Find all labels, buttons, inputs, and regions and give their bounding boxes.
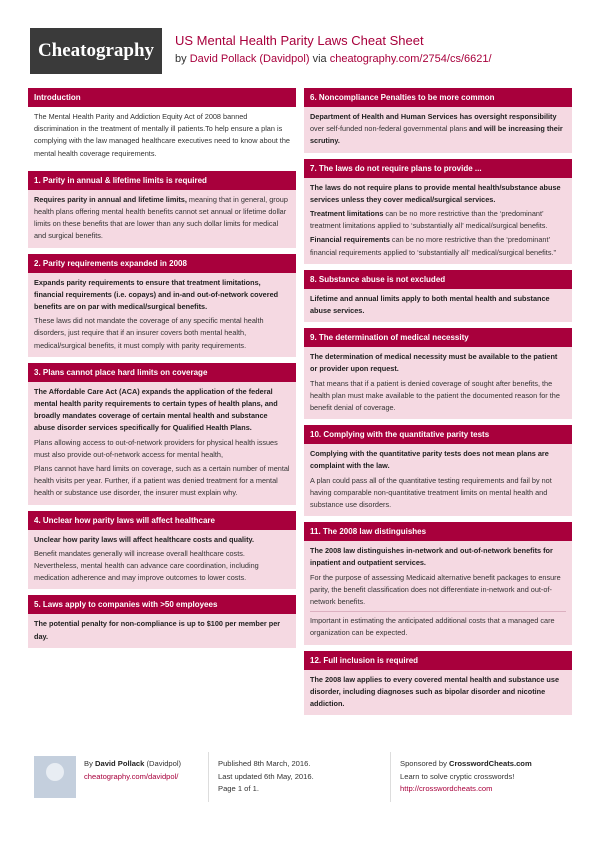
- byline: [175, 53, 492, 65]
- section-title: 7. The laws do not require plans to provide ...: [304, 159, 572, 178]
- section-row: [34, 193, 290, 244]
- section-row: [310, 233, 566, 259]
- section-row: [34, 314, 290, 353]
- section-title: 3. Plans cannot place hard limits on coverage: [28, 363, 296, 382]
- section-title: 12. Full inclusion is required: [304, 651, 572, 670]
- footer-dates: [218, 758, 314, 796]
- author-avatar: [34, 756, 76, 798]
- section-body: [28, 614, 296, 647]
- page-header: [0, 0, 600, 86]
- footer-sponsor: [400, 758, 532, 796]
- bold-text: The potential penalty for non-compliance is up to $100 per member per day.: [34, 619, 281, 641]
- section-body: [304, 107, 572, 153]
- section-title: 2. Parity requirements expanded in 2008: [28, 254, 296, 273]
- section-card: [28, 171, 296, 248]
- section-title: 4. Unclear how parity laws will affect healthcare: [28, 511, 296, 530]
- bold-text: Department of Health and Human Services has oversight responsibility: [310, 112, 557, 121]
- bold-text: The 2008 law applies to every covered mental health and substance use disorder, including diagnoses such as bipolar disorder and nicotine addiction.: [310, 674, 560, 709]
- section-card: [304, 159, 572, 264]
- section-row: [34, 462, 290, 501]
- section-body: [28, 273, 296, 357]
- section-card: [304, 522, 572, 644]
- body-text: can be no more restrictive than the ‘predominant’ financial requirements applied to ‘substantially all’ medical/surgical benefits.”: [310, 235, 556, 257]
- body-text: Important in estimating the anticipated additional costs that a managed care organization can be expected.: [310, 616, 555, 638]
- footer-author-link[interactable]: cheatography.com/davidpol/: [84, 771, 179, 781]
- section-body: [304, 541, 572, 644]
- section-body: [304, 178, 572, 264]
- bold-text: Unclear how parity laws will affect healthcare costs and quality.: [34, 534, 255, 544]
- section-title: 1. Parity in annual & lifetime limits is required: [28, 171, 296, 190]
- section-row: [34, 276, 290, 315]
- bold-text: The determination of medical necessity must be available to the patient or provider upon request.: [310, 352, 558, 374]
- sponsor-text: Learn to solve cryptic crosswords!: [400, 771, 515, 781]
- bold-text: Complying with the quantitative parity tests does not mean plans are complaint with the law.: [310, 449, 549, 471]
- bold-text: and will be increasing their scrutiny.: [310, 124, 563, 146]
- body-text: The Mental Health Parity and Addiction Equity Act of 2008 banned discrimination in the treatment of mentally ill patients.To help ensure a plan is complying with the law managed healthcare executives need to know about the mental health coverage requirements.: [34, 112, 290, 158]
- body-text: meaning that in general, group health plans offering mental health benefits cannot set annual or lifetime dollar limits on these benefits that are lower than any such dollar limits for medical and surgical benefits.: [34, 194, 288, 241]
- section-row: [310, 474, 566, 513]
- footer-author: [84, 758, 181, 783]
- section-card: [28, 511, 296, 590]
- body-text: A plan could pass all of the quantitative testing requirements and fail by not having comparable non-quantitative treatment limits on mental health and substance use disorders.: [310, 475, 552, 510]
- sponsor-prefix: Sponsored by: [400, 759, 449, 768]
- section-body: [28, 190, 296, 248]
- published-date: Published 8th March, 2016.: [218, 759, 311, 768]
- body-text: That means that if a patient is denied coverage of sought after benefits, the health plan must make available to the patient the documented reason for the benefit denial of coverage.: [310, 378, 560, 413]
- section-card: [28, 88, 296, 165]
- author-link[interactable]: David Pollack (Davidpol): [189, 53, 310, 65]
- section-row: [310, 571, 566, 610]
- section-row: [34, 547, 290, 586]
- section-title: 11. The 2008 law distinguishes: [304, 522, 572, 541]
- bold-text: The Affordable Care Act (ACA) expands the application of the federal mental health parity requirements to certain types of health plans, and broadly mandates coverage of certain mental health and substance abuse disorder services specifically for Qualified Health Plans.: [34, 386, 278, 433]
- section-row: [34, 385, 290, 436]
- page-footer: [28, 750, 572, 820]
- bold-text: Financial requirements: [310, 235, 390, 245]
- section-title: 5. Laws apply to companies with >50 employees: [28, 595, 296, 614]
- body-text: Plans allowing access to out-of-network providers for physical health issues must also provide out-of-network access for mental health,: [34, 437, 278, 459]
- footer-author-handle: (Davidpol): [144, 759, 182, 768]
- section-body: [28, 382, 296, 505]
- page-number: Page 1 of 1.: [218, 784, 259, 794]
- section-row: [34, 436, 290, 462]
- section-row: [310, 447, 566, 473]
- bold-text: Expands parity requirements to ensure that treatment limitations, financial requirements (i.e. copays) and in-and out-of-network covered benefits are on par with medical/surgical benefits.: [34, 277, 279, 312]
- right-column: [304, 88, 572, 721]
- body-text: Plans cannot have hard limits on coverage, such as a certain number of mental health visits per year. Further, if a patient was denied treatment for a mental health or substance use disorder, the insurer must explain why.: [34, 464, 290, 498]
- section-row: [310, 207, 566, 233]
- bold-text: The 2008 law distinguishes in-network and out-of-network benefits for inpatient and outpatient services.: [310, 546, 553, 568]
- section-row: [310, 673, 566, 712]
- section-title: 8. Substance abuse is not excluded: [304, 270, 572, 289]
- section-card: [304, 328, 572, 419]
- section-title: 10. Complying with the quantitative parity tests: [304, 425, 572, 444]
- section-body: [28, 107, 296, 165]
- body-text: These laws did not mandate the coverage of any specific mental health disorders, just require that if an insurer covers both mental health, medical/surgical benefits, it must comply with parity requirements.: [34, 316, 264, 350]
- updated-date: Last updated 6th May, 2016.: [218, 771, 314, 781]
- section-row: [34, 533, 290, 547]
- section-body: [28, 530, 296, 590]
- body-text: can be no more restrictive than the ‘predominant’ treatment limitations applied to ‘substantially all’ medical/surgical benefits.: [310, 209, 548, 231]
- footer-divider: [390, 752, 391, 802]
- body-text: over self-funded non-federal governmental plans: [310, 124, 470, 134]
- section-row: [310, 292, 566, 318]
- section-row: [34, 110, 290, 161]
- section-card: [28, 254, 296, 357]
- byline-via: via: [309, 53, 330, 65]
- left-column: [28, 88, 296, 654]
- bold-text: Lifetime and annual limits apply to both mental health and substance abuse services.: [310, 293, 550, 316]
- sponsor-link[interactable]: http://crosswordcheats.com: [400, 784, 493, 794]
- section-body: [304, 670, 572, 716]
- section-row: [34, 617, 290, 643]
- section-row: [310, 611, 566, 640]
- footer-author-name: David Pollack: [94, 759, 145, 768]
- section-title: Introduction: [28, 88, 296, 107]
- cheatography-logo[interactable]: Cheatography: [30, 28, 162, 74]
- section-row: [310, 377, 566, 416]
- bold-text: The laws do not require plans to provide mental health/substance abuse services unless they cover medical/surgical services.: [310, 182, 561, 204]
- body-text: Benefit mandates generally will increase overall healthcare costs. Nevertheless, mental health can advance care coordination, including medication adherence and may improve outcomes to lower costs.: [34, 548, 259, 583]
- page-title: US Mental Health Parity Laws Cheat Sheet: [175, 33, 424, 48]
- bold-text: Treatment limitations: [310, 209, 384, 219]
- section-card: [304, 425, 572, 516]
- section-card: [28, 595, 296, 647]
- section-card: [304, 270, 572, 322]
- bold-text: Requires parity in annual and lifetime limits,: [34, 194, 187, 204]
- byline-by: by: [175, 53, 190, 65]
- section-row: [310, 544, 566, 570]
- body-text: For the purpose of assessing Medicaid alternative benefit packages to ensure parity, the benefit classification does not differentiate in-network and out-of-network benefits.: [310, 572, 561, 607]
- footer-divider: [208, 752, 209, 802]
- sheet-url-link[interactable]: cheatography.com/2754/cs/6621/: [329, 53, 492, 65]
- sponsor-name: CrosswordCheats.com: [448, 759, 532, 768]
- section-title: 6. Noncompliance Penalties to be more common: [304, 88, 572, 107]
- section-body: [304, 444, 572, 516]
- section-row: [310, 110, 566, 149]
- footer-by: By: [84, 759, 95, 768]
- section-body: [304, 289, 572, 322]
- section-row: [310, 350, 566, 376]
- section-card: [28, 363, 296, 505]
- section-row: [310, 181, 566, 207]
- section-title: 9. The determination of medical necessity: [304, 328, 572, 347]
- section-card: [304, 88, 572, 153]
- section-body: [304, 347, 572, 419]
- section-card: [304, 651, 572, 716]
